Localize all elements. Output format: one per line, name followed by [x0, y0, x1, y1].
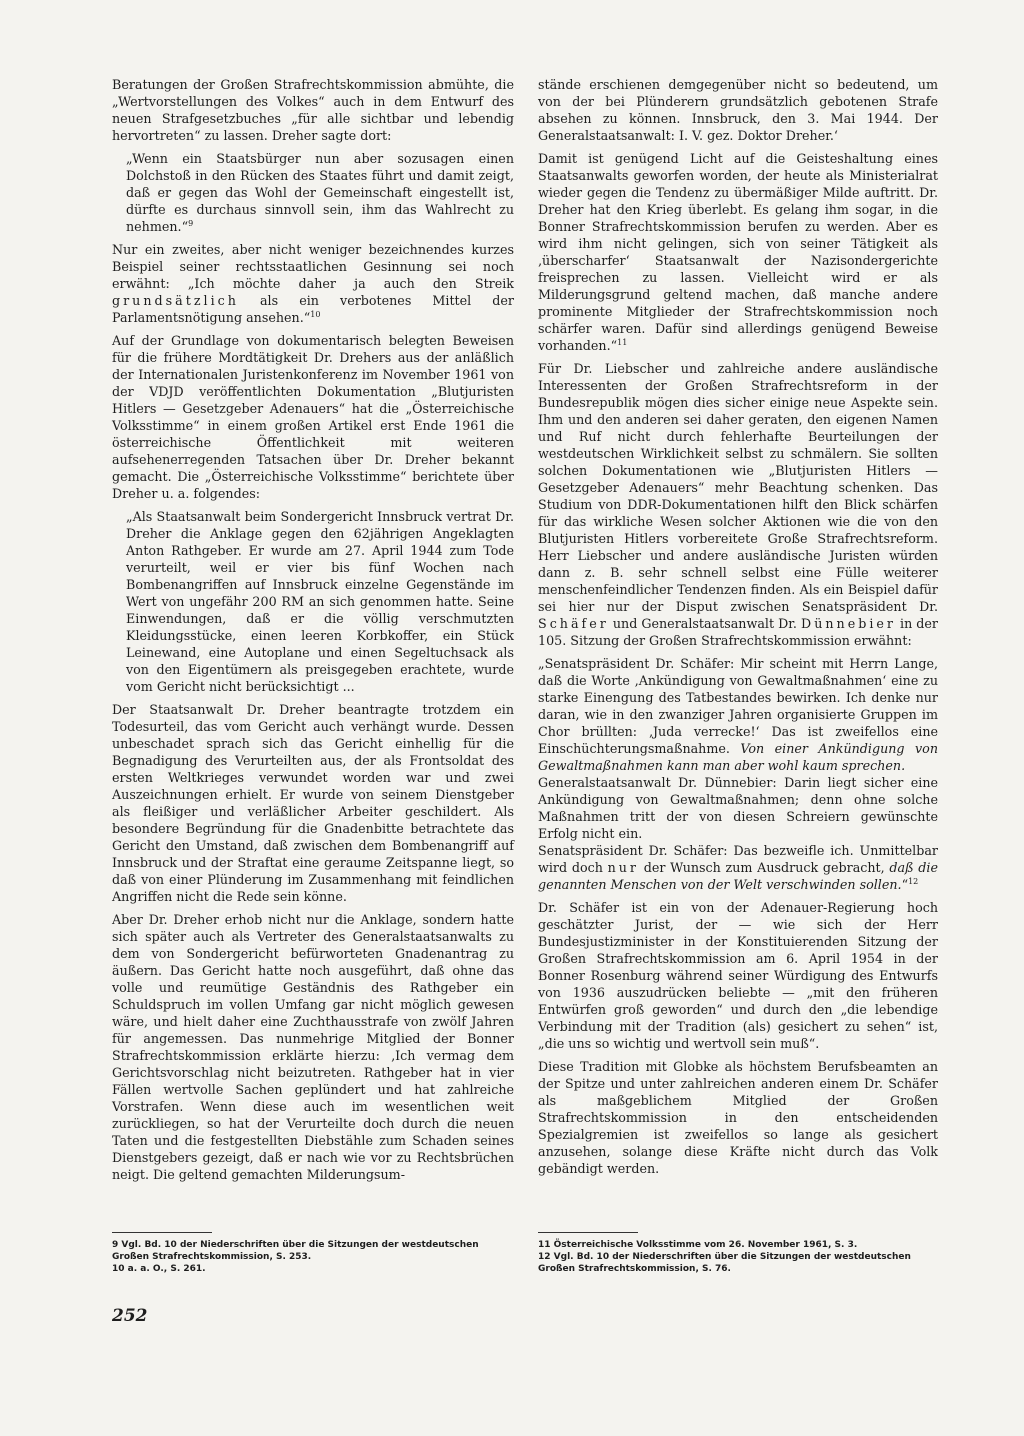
- footnote-ref: 12: [908, 876, 919, 886]
- paragraph: [538, 150, 938, 354]
- spaced-text: grundsätzlich: [112, 293, 239, 308]
- text: der Wunsch zum Ausdruck gebracht,: [639, 860, 890, 875]
- footnote-ref: 10: [310, 309, 321, 319]
- italic-text: daß die genannten Menschen von der Welt verschwinden sollen.: [538, 860, 938, 892]
- block-quote: „Als Staatsanwalt beim Sondergericht Innsbruck vertrat Dr. Dreher die Anklage gegen den 62jährigen Angeklagten Anton Rathgeber. Er wurde am 27. April 1944 zum Tode verurteilt, weil er vier bis fünf Wochen nach Bombenangriffen auf Innsbruck einzelne Gegenstände im Wert von ungefähr 200 RM an sich genommen hatte. Seine Einwendungen, daß er die völlig verschmutzten Kleidungsstücke, einen leeren Korbkoffer, ein Stück Leinewand, eine Autoplane und einen Segeltuchsack als von den Eigentümern als preisgegeben erachtete, wurde vom Gericht nicht berücksichtigt ...: [126, 509, 514, 694]
- page-number: 252: [112, 1306, 148, 1326]
- text: Senatspräsident Dr. Schäfer: Das bezweifle ich. Unmittelbar wird doch: [538, 843, 938, 875]
- italic-text: Von einer Ankündigung von Gewaltmaßnahmen kann man aber wohl kaum sprechen.: [538, 741, 938, 773]
- paragraph: [112, 241, 514, 326]
- text: Nur ein zweites, aber nicht weniger bezeichnendes kurzes Beispiel seiner rechtsstaatlichen Gesinnung sei noch erwähnt: „Ich möchte daher ja auch den Streik: [112, 242, 514, 291]
- spaced-text: Schäfer: [538, 616, 609, 631]
- footnote-divider: [112, 1232, 212, 1233]
- footnote: 12 Vgl. Bd. 10 der Niederschriften über die Sitzungen der westdeutschen Großen Strafrechtskommission, S. 76.: [538, 1252, 911, 1274]
- text: Damit ist genügend Licht auf die Geisteshaltung eines Staatsanwalts geworfen worden, der heute als Ministerialrat wieder gegen die Tendenz zu übermäßiger Milde auftritt. Dr. Dreher hat den Krieg überlebt. Es gelang ihm sogar, in die Bonner Strafrechtskommission berufen zu werden. Aber es wird ihm nicht gelingen, sich von seiner Tätigkeit als ‚überscharfer‘ Staatsanwalt der Nazisondergerichte freisprechen zu lassen. Vielleicht wird er als Milderungsgrund geltend machen, daß manche andere prominente Mitglieder der Strafrechtskommission noch schärfer waren. Dafür sind allerdings genügend Beweise vorhanden.“: [538, 151, 938, 353]
- text: „Senatspräsident Dr. Schäfer: Mir scheint mit Herrn Lange, daß die Worte ‚Ankündigung von Gewaltmaßnahmen‘ eine zu starke Einengung des Tatbestandes bewirken. Ich denke nur daran, wie in den zwanziger Jahren organisierte Gruppen im Chor brüllten: ‚Juda verrecke!‘ Das ist zweifellos eine Einschüchterungsmaßnahme.: [538, 656, 938, 756]
- footnote-ref: 9: [188, 218, 194, 228]
- spaced-text: Dünnebier: [801, 616, 896, 631]
- footnote: 9 Vgl. Bd. 10 der Niederschriften über die Sitzungen der westdeutschen Großen Strafrechtskommission, S. 253.: [112, 1240, 479, 1262]
- paragraph: Auf der Grundlage von dokumentarisch belegten Beweisen für die frühere Mordtätigkeit Dr. Drehers aus der anläßlich der Internationalen Juristenkonferenz im November 1961 von der VDJD veröffentlichten Dokumentation „Blutjuristen Hitlers — Gesetzgeber Adenauers“ hat die „Österreichische Volksstimme“ in einem großen Artikel erst Ende 1961 die österreichische Öffentlichkeit mit weiteren aufsehenerregenden Tatsachen über Dr. Dreher bekannt gemacht. Die „Österreichische Volksstimme“ berichtete über Dreher u. a. folgendes:: [112, 333, 514, 501]
- right-column: [538, 76, 938, 1183]
- footnote-divider: [538, 1232, 638, 1233]
- spaced-text: nur: [607, 860, 640, 875]
- left-column: [112, 76, 514, 1189]
- dialogue-line: [538, 842, 938, 893]
- quote-text: „Wenn ein Staatsbürger nun aber sozusagen einen Dolchstoß in den Rücken des Staates führt und damit zeigt, daß er gegen das Wohl der Gemeinschaft eingestellt ist, dürfte es durchaus sinnvoll sein, ihm das Wahlrecht zu nehmen.“: [126, 151, 514, 234]
- footnotes-right: [538, 1232, 942, 1275]
- block-quote: [126, 150, 514, 235]
- paragraph: Aber Dr. Dreher erhob nicht nur die Anklage, sondern hatte sich später auch als Vertreter des Generalstaatsanwalts zu dem von Sondergericht befürworteten Gnadenantrag zu äußern. Das Gericht hatte noch ausgeführt, daß ohne das volle und reumütige Geständnis des Rathgeber ein Schuldspruch im vollen Umfang gar nicht möglich gewesen wäre, und hielt daher eine Zuchthausstrafe von zwölf Jahren für angemessen. Das nunmehrige Mitglied der Bonner Strafrechtskommission erklärte hierzu: ‚Ich vermag dem Gerichtsvorschlag nicht beizutreten. Rathgeber hat in vier Fällen wertvolle Sachen geplündert und hat zahlreiche Vorstrafen. Wenn diese auch im wesentlichen weit zurückliegen, so hat der Verurteilte doch durch die neuen Taten und die festgestellten Diebstähle zum Schaden seines Dienstgebers gezeigt, daß er nach wie vor zu Rechtsbrüchen neigt. Die geltend gemachten Milderungsum-: [112, 912, 514, 1182]
- paragraph: [538, 360, 938, 649]
- footnotes-left: [112, 1232, 516, 1275]
- text: “: [901, 877, 909, 892]
- dialogue-line: Generalstaatsanwalt Dr. Dünnebier: Darin liegt sicher eine Ankündigung von Gewaltmaßnahmen; denn ohne solche Maßnahmen tritt der von diesen Schreiern gewünschte Erfolg nicht ein.: [538, 775, 938, 841]
- paragraph: Dr. Schäfer ist ein von der Adenauer-Regierung hoch geschätzter Jurist, der — wie sich der Herr Bundesjustizminister in der Konstituierenden Sitzung der Großen Strafrechtskommission am 6. April 1954 in der Bonner Rosenburg während seiner Würdigung des Entwurfs von 1936 auszudrücken beliebte — „mit den früheren Entwürfen groß geworden“ und durch den „die lebendige Verbindung mit der Tradition (als) gesichert zu sehen“ ist, „die uns so wichtig und wertvoll sein muß“.: [538, 900, 938, 1051]
- paragraph: Beratungen der Großen Strafrechtskommission abmühte, die „Wertvorstellungen des Volkes“ auch in dem Entwurf des neuen Strafgesetzbuches „für alle sichtbar und lebendig hervortreten“ zu lassen. Dreher sagte dort:: [112, 77, 514, 143]
- footnote: 11 Österreichische Volksstimme vom 26. November 1961, S. 3.: [538, 1240, 858, 1250]
- text: in der 105. Sitzung der Großen Strafrechtskommission erwähnt:: [538, 616, 938, 648]
- dialogue-line: [538, 655, 938, 774]
- paragraph: Diese Tradition mit Globke als höchstem Berufsbeamten an der Spitze und unter zahlreichen anderen einem Dr. Schäfer als maßgeblichem Mitglied der Großen Strafrechtskommission in den entscheidenden Spezialgremien ist zweifellos so lange als gesichert anzusehen, solange diese Kräfte nicht durch das Volk gebändigt werden.: [538, 1059, 938, 1176]
- paragraph: Der Staatsanwalt Dr. Dreher beantragte trotzdem ein Todesurteil, das vom Gericht auch verhängt wurde. Dessen unbeschadet sprach sich das Gericht einhellig für die Begnadigung des Verurteilten aus, der als Frontsoldat des ersten Weltkrieges verwundet worden war und zwei Auszeichnungen erhielt. Er wurde von seinem Dienstgeber als fleißiger und verläßlicher Arbeiter geschildert. Als besondere Begründung für die Gnadenbitte betrachtete das Gericht den Umstand, daß zwischen dem Bombenangriff auf Innsbruck und der Straftat eine geraume Zeitspanne liegt, so daß von einer Plünderung im Zusammenhang mit feindlichen Angriffen nicht die Rede sein könne.: [112, 702, 514, 904]
- text: und Generalstaatsanwalt Dr.: [608, 616, 802, 631]
- footnote: 10 a. a. O., S. 261.: [112, 1264, 206, 1274]
- text: als ein verbotenes Mittel der Parlamentsnötigung ansehen.“: [112, 293, 514, 325]
- text: Für Dr. Liebscher und zahlreiche andere ausländische Interessenten der Großen Strafrechtsreform in der Bundesrepublik mögen dies sicher einige neue Aspekte sein. Ihm und den anderen sei daher geraten, den eigenen Namen und Ruf nicht durch fehlerhafte Beurteilungen der westdeutschen Wirklichkeit selbst zu schmälern. Sie sollten solchen Dokumentationen wie „Blutjuristen Hitlers — Gesetzgeber Adenauers“ mehr Beachtung schenken. Das Studium von DDR-Dokumentationen hilft den Blick schärfen für das wirkliche Wesen solcher Aktionen wie die von den Blutjuristen Hitlers vorbereitete Große Strafrechtsreform. Herr Liebscher und andere ausländische Juristen würden dann z. B. sehr schnell selbst eine Fülle weiterer menschenfeindlicher Tendenzen finden. Als ein Beispiel dafür sei hier nur der Disput zwischen Senatspräsident Dr.: [538, 361, 938, 614]
- paragraph: stände erschienen demgegenüber nicht so bedeutend, um von der bei Plünderern grundsätzlich gebotenen Strafe absehen zu können. Innsbruck, den 3. Mai 1944. Der Generalstaatsanwalt: I. V. gez. Doktor Dreher.‘: [538, 77, 938, 143]
- footnote-ref: 11: [617, 337, 628, 347]
